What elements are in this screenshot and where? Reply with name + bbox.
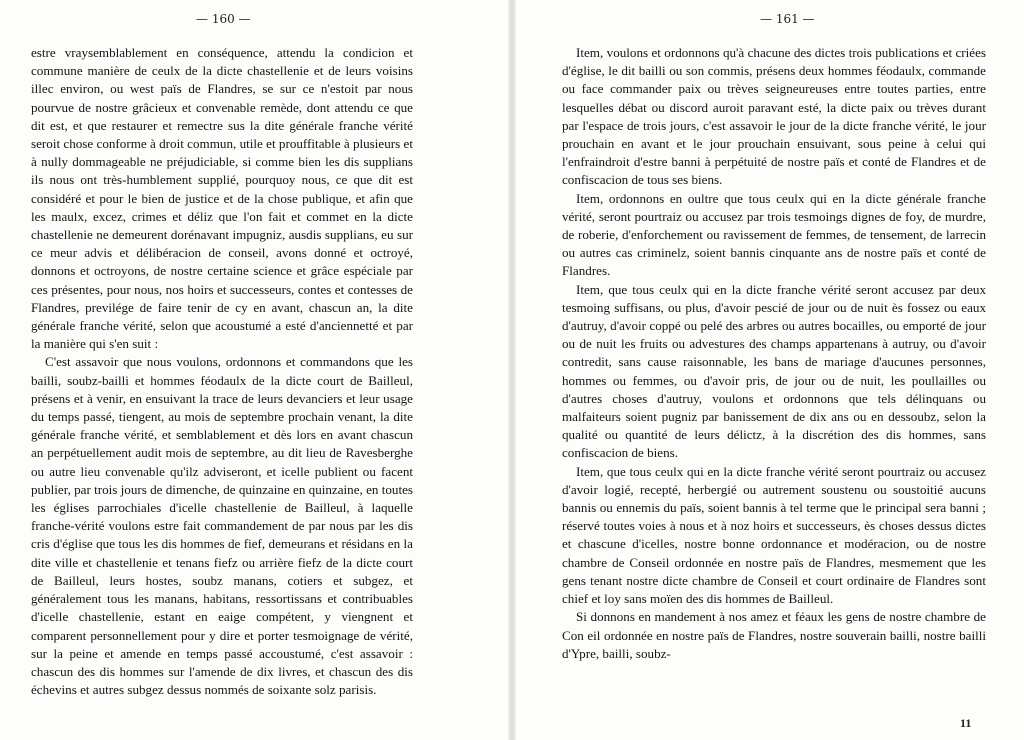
paragraph: Item, que tous ceulx qui en la dicte franche vérité seront pourtraiz ou accusez d'avoir logié, recepté, herbergié ou autrement soustenu ou soustoitié aucuns bannis ou ennemis du païs, soient bannis à tel terme que le principal sera banni ; réservé toutes voies à nous et à noz hoirs et successeurs, ès choses dessus dictes et chascune d'icelles, nostre bonne ordonnance et modéracion, ou de nostre chambre de Conseil ordonnée en nostre païs de Flandres, mesmement que les gens tenant nostre dicte chambre de Conseil et court ordinaire de Flandres sont chief et loy sans moïen des dis hommes de Bailleul.	[562, 463, 986, 607]
right-page-text	[562, 44, 986, 663]
book-gutter	[508, 0, 516, 740]
left-page-text	[31, 44, 413, 699]
paragraph: Item, ordonnons en oultre que tous ceulx qui en la dicte générale franche vérité, seront pourtraiz ou accusez par trois tesmoings dignes de foy, de murdre, de roberie, d'enforchement ou ravissement de femmes, de tensement, de larrecin ou autres cas criminelz, soient bannis cinquante ans de nostre païs et conté de Flandres.	[562, 190, 986, 279]
paragraph: Si donnons en mandement à nos amez et féaux les gens de nostre chambre de Con eil ordonnée en nostre païs de Flandres, nostre souverain bailli, nostre bailli d'Ypre, bailli, soubz-	[562, 609, 986, 661]
right-page-number: — 161 —	[760, 12, 815, 26]
signature-mark: 11	[960, 716, 972, 730]
paragraph: estre vraysemblablement en conséquence, attendu la condicion et commune manière de ceulx de la dicte chastellenie et de leurs voisins illec environ, ou west païs de Flandres, se sur ce n'estoit par nous pourvue de nostre grâcieux et convenable remède, dont attendu ce que dit est, et que restaurer et remectre sus la dite générale franche vérité seroit chose conforme à droit commun, utile et prouffitable à plusieurs et à nully dommageable ne préjudiciable, si comme bien les dis supplians ils nous ont très-humblement supplié, pourquoy nous, ce que dit est considéré et pour le bien de justice et de la chose publique, et afin que les maulx, excez, crimes et déliz que l'on fait et commet en la dicte chastellenie ne demeurent dorénavant impugniz, ausdis supplians, eu sur ce meur advis et délibéracion de conseil, avons donné et octroyé, donnons et octroyons, de nostre certaine science et grâce espéciale par ces présentes, pour nous, nos hoirs et successeurs, contes et contesses de Flandres, previlége de faire tenir de cy en avant, chascun an, la dite générale franche vérité, selon que acoustumé a esté d'anciennetté et par la manière qui s'en suit :	[31, 45, 413, 352]
left-page-number: — 160 —	[196, 12, 251, 26]
right-page	[512, 0, 1024, 740]
paragraph: C'est assavoir que nous voulons, ordonnons et commandons que les bailli, soubz-bailli et hommes féodaulx de la dicte court de Bailleul, présens et à venir, en ensuivant la trace de leurs devanciers et leur usage du temps passé, tiengent, au mois de septembre prochain venant, la dite générale franche vérité, et semblablement et dès lors en avant chascun an perpétuellement audit mois de septembre, au dit lieu de Ravesberghe ou autre lieu convenable qu'ilz adviseront, et icelle publient ou facent publier, par trois jours de dimenche, de quinzaine en quinzaine, en toutes les églises parrochiales d'icelle chastellenie de Bailleul, à laquelle franche-vérité voulons estre fait commandement de par nous par les dis cris d'église que tous les dis hommes de fief, demeurans et résidans en la dite ville et chastellenie et tenans fiefz ou arrière fiefz de la dicte court de Bailleul, leurs hostes, soubz manans, cotiers et subgez, et généralement tous les manans, habitans, ressortissans et contribuables d'icelle chastellenie, estant en eaige compétent, y viengnent et comparent personnellement pour y dire et porter tesmoignage de vérité, sur la peine et amende en temps passé accoustumé, c'est assavoir : chascun des dis hommes sur l'amende de dix livres, et chascun des dis échevins et autres subgez dessus nommés de soixante solz parisis.	[31, 354, 413, 698]
paragraph: Item, voulons et ordonnons qu'à chacune des dictes trois publications et criées d'église, le dit bailli ou son commis, présens deux hommes féodaulx, commande ou face commander paix ou trèves seigneureuses entre toutes parties, entre lesquelles débat ou discord auroit paravant esté, la dicte paix ou trèves durant par l'espace de trois jours, c'est assavoir le jour de la dicte franche vérité, le jour prouchain en avant et le jour prouchain ensuivant, sous peine à celui qui l'enfraindroit d'estre banni à perpétuité de nostre païs et conté de Flandres et de confiscacion de tous ses biens.	[562, 45, 986, 188]
paragraph: Item, que tous ceulx qui en la dicte franche vérité seront accusez par deux tesmoing suffisans, ou plus, d'avoir pescié de jour ou de nuit ès fossez ou eaux d'autruy, d'avoir coppé ou pelé des arbres ou autres bocailles, ou emporté de jour ou de nuit les fruits ou advestures des champs appartenans à autruy, ou d'avoir contredit, sans cause raisonnable, les bans de mariage d'aucunes personnes, hommes ou femmes, ou d'avoir pris, de jour ou de nuit, les poullailles ou d'autres choses d'autruy, voulons et ordonnons que tels délinquans ou malfaiteurs soient pugniz par banissement de dix ans ou en dessoubz, selon la qualité ou quantité de leurs délictz, à la discrétion des dis hommes, sans confiscacion de biens.	[562, 281, 986, 461]
